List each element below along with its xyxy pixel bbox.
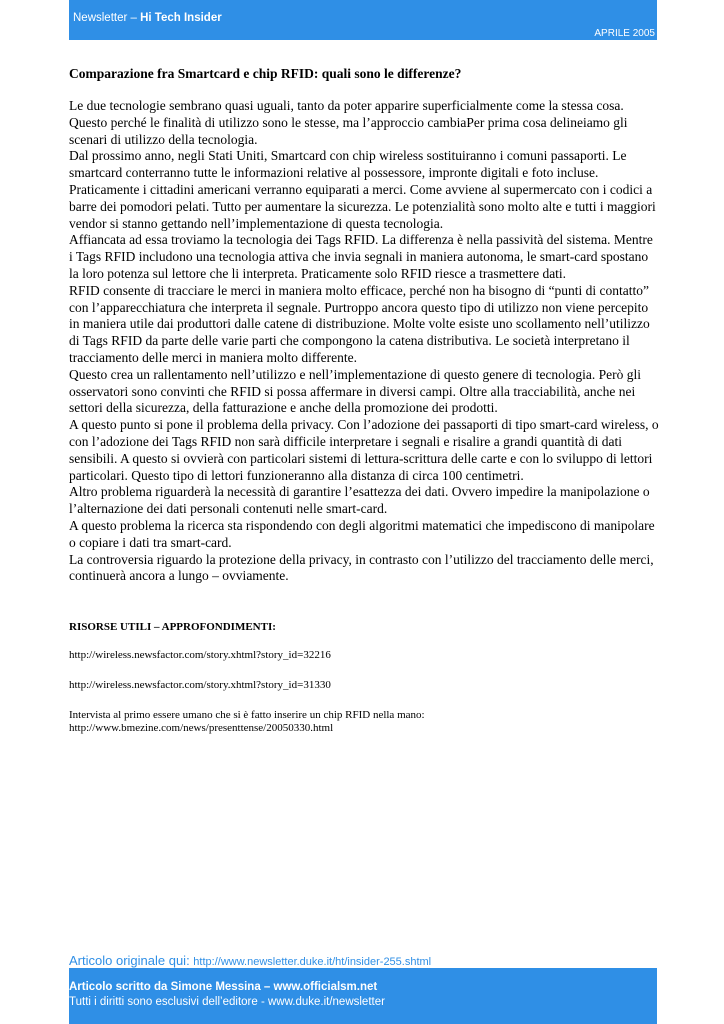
paragraph: RFID consente di tracciare le merci in maniera molto efficace, perché non ha bisogno di “punti di contatto” con l’apparecchiatura che interpreta il segnale. Purtroppo ancora questo tipo di utilizzo non viene percepito in maniera utile dai produttori dalle catene di distribuzione. Molte volte esiste uno scollamento nell’utilizzo di Tags RFID da parte delle varie parti che compongono la catena distributiva. Le società interpretano il tracciamento delle merci in maniera molto differente. [69, 282, 650, 365]
interview-note [69, 709, 659, 735]
original-article [69, 953, 431, 968]
resources-section [69, 621, 659, 735]
original-label: Articolo originale qui: [69, 953, 194, 968]
author-credit: Articolo scritto da Simone Messina – www.officialsm.net [69, 981, 378, 993]
resource-link[interactable]: http://wireless.newsfactor.com/story.xhtml?story_id=32216 [69, 649, 331, 662]
resources-heading: RISORSE UTILI – APPROFONDIMENTI: [69, 621, 276, 634]
paragraph: A questo punto si pone il problema della privacy. Con l’adozione dei passaporti di tipo smart-card wireless, o con l’adozione dei Tags RFID non sarà difficile interpretare i segnali e risalire a grandi quantità di dati sensibili. A questo si ovvierà con particolari sistemi di lettura-scrittura delle carte e con lo sviluppo di lettori particolari. Questo tipo di lettori funzioneranno alla distanza di circa 100 centimetri. [69, 417, 659, 483]
paragraph: La controversia riguardo la protezione della privacy, in contrasto con l’utilizzo del tracciamento delle merci, continuerà ancora a lungo – ovviamente. [69, 551, 654, 584]
article-title: Comparazione fra Smartcard e chip RFID: quali sono le differenze? [69, 66, 462, 81]
paragraph: Dal prossimo anno, negli Stati Uniti, Smartcard con chip wireless sostituiranno i comuni passaporti. Le smartcard conterranno tutte le informazioni relative al possessore, impronte digitali e foto incluse. [69, 148, 627, 181]
issue-date: APRILE 2005 [594, 28, 655, 39]
paragraph: Praticamente i cittadini americani verranno equiparati a merci. Come avviene al supermercato con i codici a barre dei pomodori pelati. Tutto per aumentare la sicurezza. Le potenzialità sono molto alte e tutti i maggiori vendor si stanno gettando nell’implementazione di questa tecnologia. [69, 181, 656, 231]
paragraph: A questo problema la ricerca sta rispondendo con degli algoritmi matematici che impediscono di manipolare o copiare i dati tra smart-card. [69, 517, 655, 550]
newsletter-prefix: Newsletter – [73, 12, 141, 24]
article-body [69, 98, 659, 585]
newsletter-name [73, 12, 222, 24]
newsletter-brand: Hi Tech Insider [140, 12, 222, 24]
header-banner [69, 0, 657, 40]
paragraph: Le due tecnologie sembrano quasi uguali, tanto da poter apparire superficialmente come la stessa cosa. Questo perché le finalità di utilizzo sono le stesse, ma l’approccio cambiaPer prima cosa delineiamo gli scenari di utilizzo della tecnologia. [69, 98, 628, 147]
article [69, 66, 659, 735]
rights-notice: Tutti i diritti sono esclusivi dell’editore - www.duke.it/newsletter [69, 996, 385, 1008]
interview-link[interactable]: http://www.bmezine.com/news/presenttense/20050330.html [69, 722, 334, 735]
interview-text: Intervista al primo essere umano che si è fatto inserire un chip RFID nella mano: [69, 709, 425, 722]
resource-link[interactable]: http://wireless.newsfactor.com/story.xhtml?story_id=31330 [69, 679, 331, 692]
paragraph: Affiancata ad essa troviamo la tecnologia dei Tags RFID. La differenza è nella passività del sistema. Mentre i Tags RFID includono una tecnologia attiva che invia segnali in maniera autonoma, le smart-card spostano la loro potenza sul lettore che li interpreta. Praticamente solo RFID riesce a trasmettere dati. [69, 232, 653, 281]
paragraph: Questo crea un rallentamento nell’utilizzo e nell’implementazione di questo genere di tecnologia. Però gli osservatori sono convinti che RFID si possa affermare in diversi campi. Oltre alla tracciabilità, anche nei settori della sicurezza, della fatturazione e anche della promozione dei prodotti. [69, 366, 642, 416]
paragraph: Altro problema riguarderà la necessità di garantire l’esattezza dei dati. Ovvero impedire la manipolazione o l’alternazione dei dati personali contenuti nelle smart-card. [69, 484, 650, 517]
original-link[interactable]: http://www.newsletter.duke.it/ht/insider-255.shtml [193, 956, 432, 968]
footer-banner [69, 968, 657, 1024]
